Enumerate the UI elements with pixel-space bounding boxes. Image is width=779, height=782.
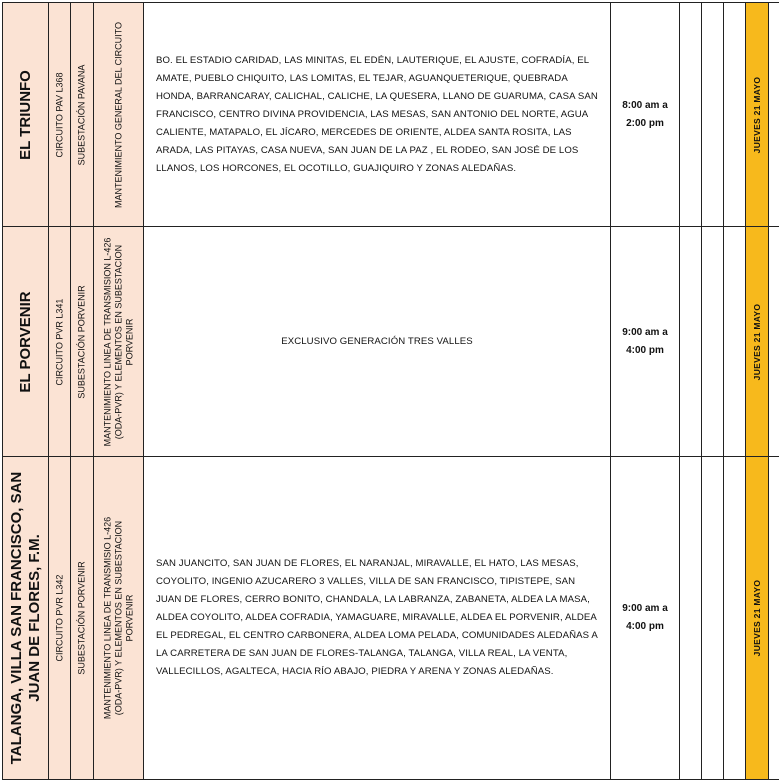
- substation-cell: [70, 226, 94, 457]
- empty-cell: [701, 2, 724, 227]
- circuit-label: CIRCUITO PAV L368: [54, 71, 64, 158]
- time-range: [611, 97, 679, 133]
- day-cell: [745, 2, 769, 227]
- empty-cell: [679, 226, 702, 457]
- time-cell: [610, 456, 680, 780]
- affected-areas-cell: [143, 226, 611, 457]
- affected-areas-cell: [143, 2, 611, 227]
- empty-cell: [723, 2, 746, 227]
- circuit-cell: [48, 2, 71, 227]
- municipality-label: EL TRIUNFO: [16, 69, 34, 160]
- empty-cell: [768, 456, 779, 780]
- circuit-cell: [48, 456, 71, 780]
- circuit-label: CIRCUITO PVR L342: [54, 574, 64, 662]
- time-start: 8:00 am a: [622, 99, 668, 111]
- work-cell: [93, 2, 144, 227]
- work-description: MANTENIMIENTO GENERAL DEL CIRCUITO: [113, 21, 123, 208]
- time-start: 9:00 am a: [622, 326, 668, 338]
- empty-cell: [723, 226, 746, 457]
- day-cell: [745, 456, 769, 780]
- municipality-label: TALANGA, VILLA SAN FRANCISCO, SAN JUAN DE FLORES, F.M.: [7, 471, 43, 765]
- empty-cell: [723, 456, 746, 780]
- substation-label: SUBESTACIÓN PORVENIR: [76, 284, 87, 399]
- substation-label: SUBESTACIÓN PAVANA: [76, 64, 87, 165]
- municipality-cell: [2, 456, 49, 780]
- day-label: JUEVES 21 MAYO: [752, 76, 762, 153]
- empty-cell: [768, 2, 779, 227]
- time-start: 9:00 am a: [622, 603, 668, 614]
- substation-label: SUBESTACIÓN PORVENIR: [76, 561, 87, 675]
- empty-cell: [701, 456, 724, 780]
- time-range: [611, 600, 679, 636]
- municipality-cell: [2, 226, 49, 457]
- affected-areas-text: EXCLUSIVO GENERACIÓN TRES VALLES: [281, 335, 473, 347]
- empty-cell: [679, 2, 702, 227]
- work-description: MANTENIMIENTO LINEA DE TRANSMISIO L-426 (ODA-PVR) Y ELEMENTOS EN SUBESTACION PORVENIR: [102, 516, 134, 720]
- time-cell: [610, 2, 680, 227]
- time-end: 2:00 pm: [626, 117, 664, 129]
- time-end: 4:00 pm: [626, 344, 664, 356]
- municipality-cell: [2, 2, 49, 227]
- work-cell: [93, 226, 144, 457]
- municipality-label: EL PORVENIR: [16, 290, 34, 393]
- time-end: 4:00 pm: [626, 621, 664, 632]
- affected-areas-text: BO. EL ESTADIO CARIDAD, LAS MINITAS, EL EDÉN, LAUTERIQUE, EL AJUSTE, COFRADÍA, EL AMATE, PUEBLO CHIQUITO, LAS LOMITAS, EL TEJAR, AGUANQUETERIQUE, QUEBRADA HONDA, BARRANCARAY, CALICHAL, CALICHE, LA QUESERA, LLANO DE GUARUMA, CASA SAN FRANCISCO, CENTRO DIVINA PROVIDENCIA, LAS MESAS, SAN ANTONIO DEL NORTE, AGUA CALIENTE, MATAPALO, EL JÍCARO, MERCEDES DE ORIENTE, ALDEA SANTA ROSITA, LAS ARADA, LAS PITAYAS, CASA NUEVA, SAN JUAN DE LA PAZ , EL RODEO, SAN JOSÉ DE LOS LLANOS, LOS HORCONES, EL OCOTILLO, GUAJIQUIRO Y ZONAS ALEDAÑAS.: [156, 54, 598, 174]
- circuit-label: CIRCUITO PVR L341: [54, 298, 64, 385]
- empty-cell: [701, 226, 724, 457]
- affected-areas-text: SAN JUANCITO, SAN JUAN DE FLORES, EL NARANJAL, MIRAVALLE, EL HATO, LAS MESAS, COYOLITO, INGENIO AZUCARERO 3 VALLES, VILLA DE SAN FRANCISCO, TIPISTEPE, SAN JUAN DE FLORES, CERRO BONITO, CHANDALA, LA LABRANZA, ZABANETA, ALDEA LA MASA, ALDEA COYOLITO, ALDEA COFRADIA, YAMAGUARE, MIRAVALLE, ALDEA EL PORVENIR, ALDEA EL PEDREGAL, EL CENTRO CARBONERA, ALDEA LOMA PELADA, COMUNIDADES ALEDAÑAS A LA CARRETERA DE SAN JUAN DE FLORES-TALANGA, TALANGA, VILLA REAL, LA VENTA, VALLECILLOS, AGALTECA, HACIA RÍO ABAJO, PIEDRA Y ARENA Y ZONAS ALEDAÑAS.: [156, 558, 598, 677]
- empty-cell: [679, 456, 702, 780]
- empty-cell: [768, 226, 779, 457]
- day-label: JUEVES 21 MAYO: [752, 579, 762, 657]
- work-cell: [93, 456, 144, 780]
- substation-cell: [70, 456, 94, 780]
- work-description: MANTENIMIENTO LINEA DE TRANSMISION L-426 (ODA-PVR) Y ELEMENTOS EN SUBESTACION PORVENIR: [102, 237, 134, 446]
- affected-areas-cell: [143, 456, 611, 780]
- time-cell: [610, 226, 680, 457]
- time-range: [611, 324, 679, 360]
- day-cell: [745, 226, 769, 457]
- circuit-cell: [48, 226, 71, 457]
- day-label: JUEVES 21 MAYO: [752, 303, 762, 380]
- substation-cell: [70, 2, 94, 227]
